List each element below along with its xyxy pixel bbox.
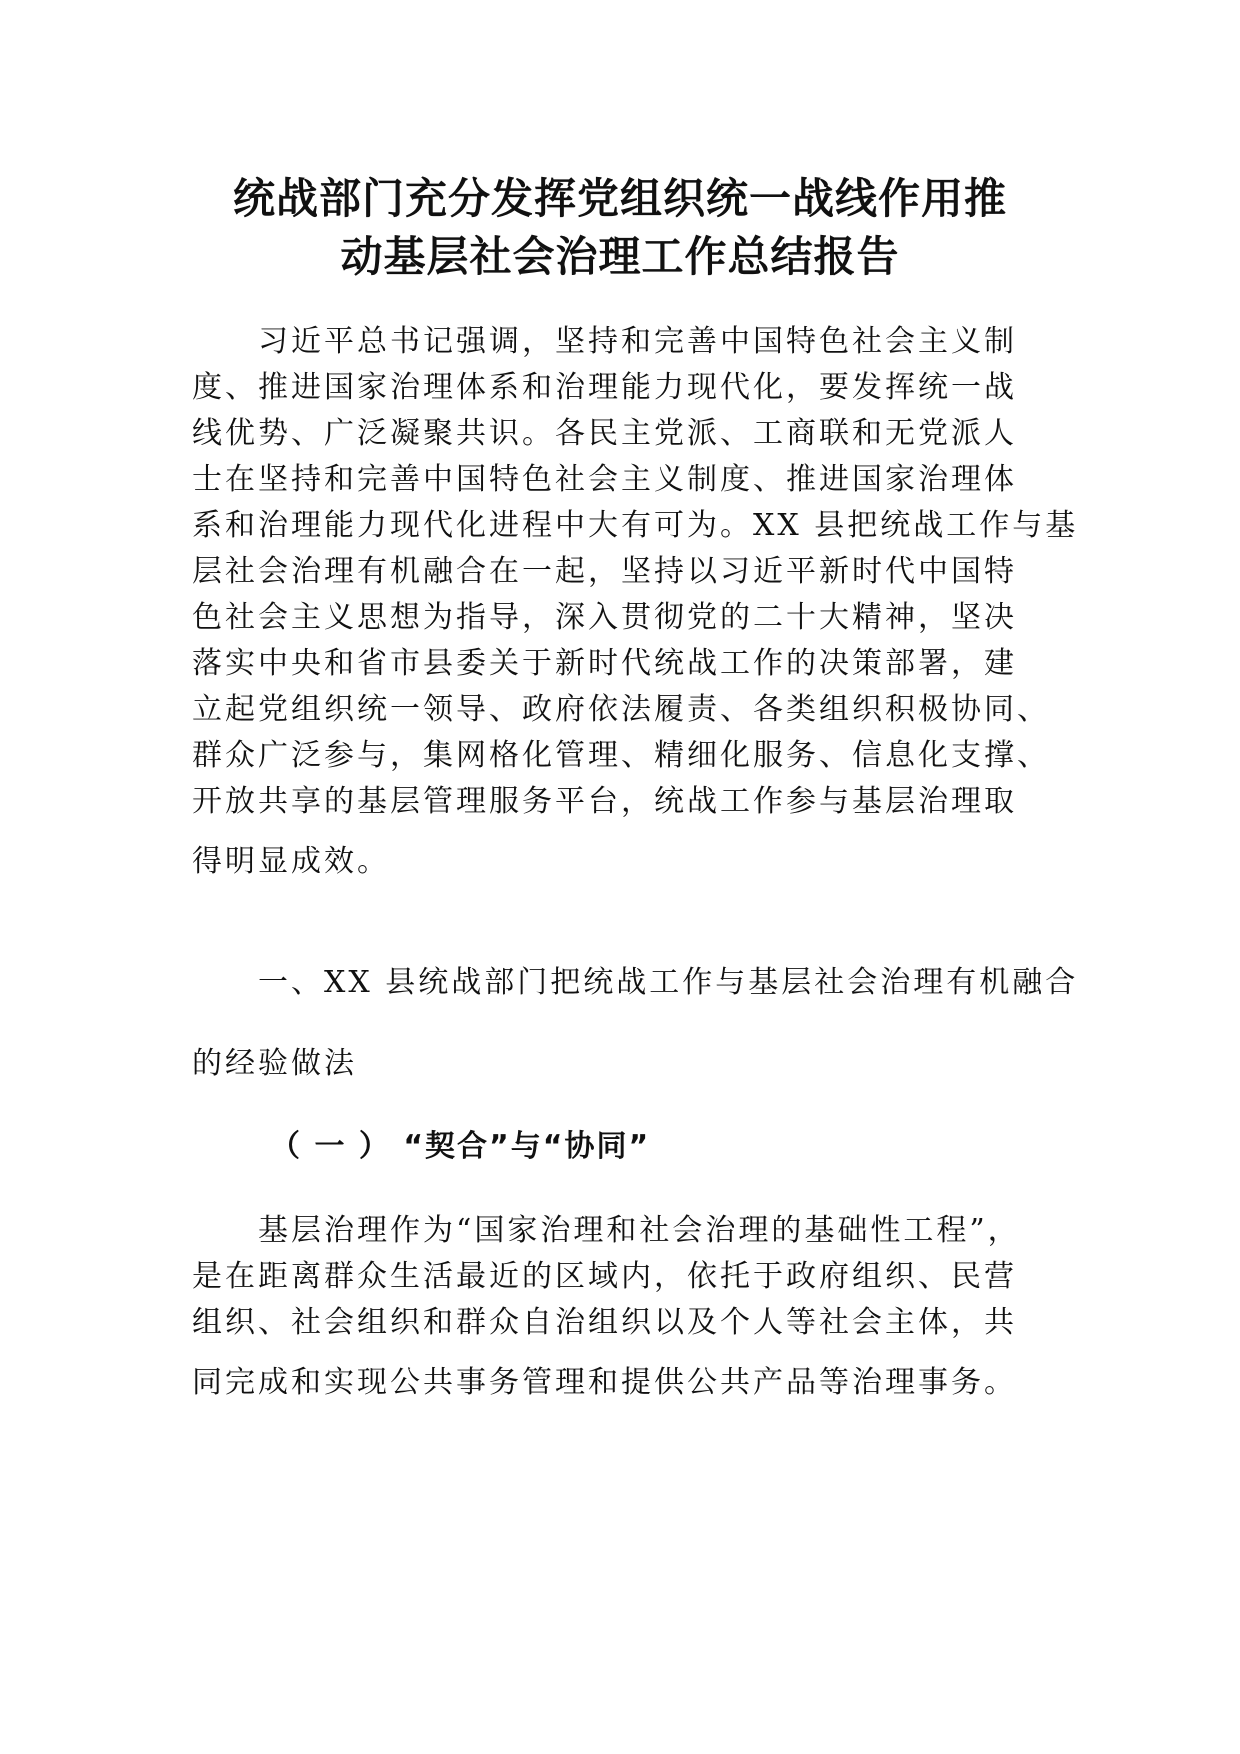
- body-line-4: 同完成和实现公共事务管理和提供公共产品等治理事务。: [192, 1365, 1017, 1400]
- intro-line-12: 得明显成效。: [192, 844, 390, 879]
- intro-line-10: 群众广泛参与，集网格化管理、精细化服务、信息化支撑、: [192, 738, 1050, 773]
- body-line-3: 组织、社会组织和群众自治组织以及个人等社会主体，共: [192, 1305, 1017, 1340]
- body-line-2: 是在距离群众生活最近的区域内，依托于政府组织、民营: [192, 1259, 1017, 1294]
- body-line-1: 基层治理作为“国家治理和社会治理的基础性工程”，: [258, 1213, 1021, 1248]
- intro-line-4: 士在坚持和完善中国特色社会主义制度、推进国家治理体: [192, 462, 1017, 497]
- intro-line-6: 层社会治理有机融合在一起，坚持以习近平新时代中国特: [192, 554, 1017, 589]
- subsection-1-heading: （ 一 ） “契合”与“协同”: [270, 1129, 651, 1164]
- intro-line-1: 习近平总书记强调，坚持和完善中国特色社会主义制: [258, 324, 1017, 359]
- intro-line-11: 开放共享的基层管理服务平台，统战工作参与基层治理取: [192, 784, 1017, 819]
- intro-line-5: 系和治理能力现代化进程中大有可为。XX 县把统战工作与基: [192, 508, 1079, 543]
- document-title: [180, 170, 1060, 286]
- intro-line-3: 线优势、广泛凝聚共识。各民主党派、工商联和无党派人: [192, 416, 1017, 451]
- section-1-heading-line-1: 一、XX 县统战部门把统战工作与基层社会治理有机融合: [258, 965, 1079, 1000]
- intro-line-9: 立起党组织统一领导、政府依法履责、各类组织积极协同、: [192, 692, 1050, 727]
- intro-line-2: 度、推进国家治理体系和治理能力现代化，要发挥统一战: [192, 370, 1017, 405]
- intro-line-7: 色社会主义思想为指导，深入贯彻党的二十大精神，坚决: [192, 600, 1017, 635]
- title-line-1: 统战部门充分发挥党组织统一战线作用推: [232, 174, 1007, 223]
- title-line-2: 动基层社会治理工作总结报告: [340, 232, 900, 281]
- section-1-heading-line-2: 的经验做法: [192, 1046, 357, 1081]
- intro-line-8: 落实中央和省市县委关于新时代统战工作的决策部署，建: [192, 646, 1017, 681]
